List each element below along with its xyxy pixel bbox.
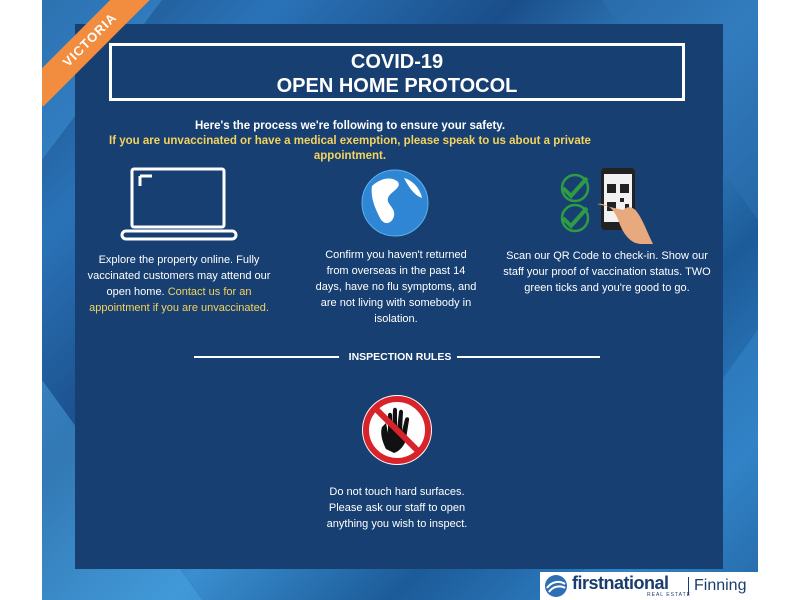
globe-icon [360, 168, 430, 238]
step-2 [314, 247, 478, 327]
divider-left [194, 356, 339, 358]
step-1-highlight: Contact us for an appointment if you are unvaccinated. [89, 286, 269, 314]
qr-phone-icon [557, 166, 657, 244]
intro-line-2: If you are unvaccinated or have a medical exemption, please speak to us about a private appointment. [109, 135, 591, 162]
intro-text [100, 119, 600, 164]
title-line-1: COVID-19 [350, 51, 444, 73]
step-3-text: Scan our QR Code to check-in. Show our staff your proof of vaccination status. TWO green ticks and you're good to go. [503, 250, 711, 294]
logo-name: firstnational [572, 573, 669, 593]
intro-line-1: Here's the process we're following to ensure your safety. [194, 120, 506, 132]
laptop-icon [120, 166, 238, 246]
step-2-text: Confirm you haven't returned from overseas in the past 14 days, have no flu symptoms, and are not living with somebody in isolation. [315, 249, 477, 325]
divider-right [457, 356, 600, 358]
region-ribbon: VICTORIA [42, 0, 156, 106]
logo-branch: Finning [688, 577, 746, 595]
step-1-text: Explore the property online. Fully vaccinated customers may attend our open home. [87, 254, 271, 298]
logo-tagline: REAL ESTATE [647, 592, 691, 598]
rule-1 [314, 484, 480, 532]
no-touch-icon [360, 393, 434, 467]
logo-mark-icon [543, 574, 569, 598]
step-3 [502, 248, 712, 296]
rule-1-text: Do not touch hard surfaces. Please ask our staff to open anything you wish to inspect. [326, 486, 468, 530]
title-box [109, 43, 685, 101]
inspection-rules-heading: INSPECTION RULES [348, 351, 452, 363]
brand-logo [540, 572, 758, 600]
poster-background [42, 0, 758, 600]
title-line-2: OPEN HOME PROTOCOL [276, 75, 518, 97]
step-1 [84, 252, 274, 316]
